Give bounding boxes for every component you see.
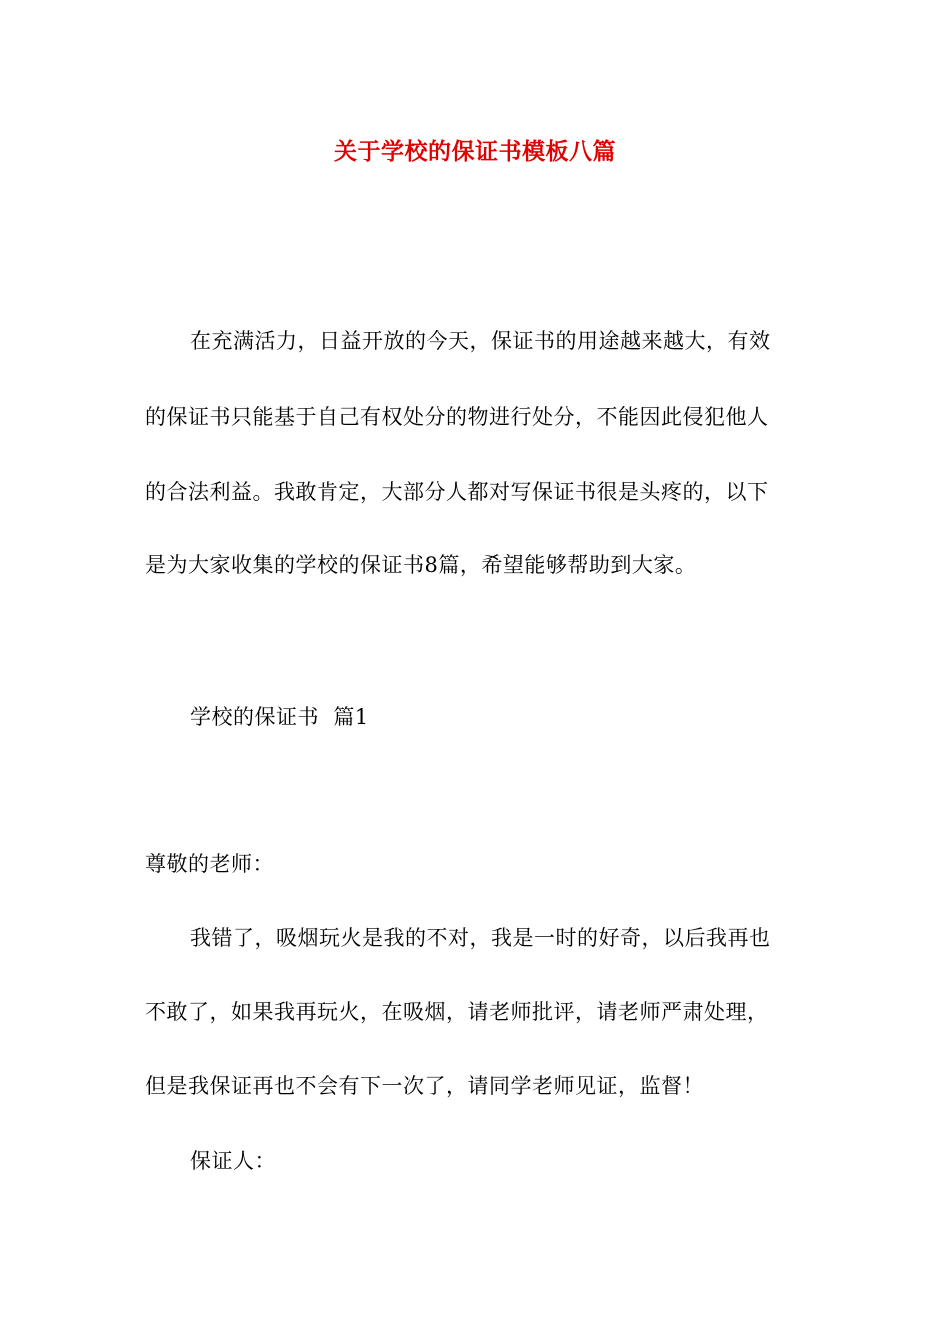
- intro-line-2: 的保证书只能基于自己有权处分的物进行处分，不能因此侵犯他人: [145, 405, 769, 429]
- body-line-1: 我错了，吸烟玩火是我的不对，我是一时的好奇，以后我再也: [190, 926, 771, 950]
- salutation: 尊敬的老师：: [145, 852, 274, 876]
- intro-line-1: 在充满活力，日益开放的今天，保证书的用途越来越大，有效: [190, 329, 771, 353]
- body-line-3: 但是我保证再也不会有下一次了，请同学老师见证，监督！: [145, 1074, 704, 1098]
- body-line-2: 不敢了，如果我再玩火，在吸烟，请老师批评，请老师严肃处理，: [145, 1000, 769, 1024]
- signature-label: 保证人：: [190, 1149, 276, 1173]
- intro-line-4: 是为大家收集的学校的保证书8篇，希望能够帮助到大家。: [145, 553, 697, 577]
- intro-line-3: 的合法利益。我敢肯定，大部分人都对写保证书很是头疼的，以下: [145, 480, 769, 504]
- document-title: 关于学校的保证书模板八篇: [334, 138, 616, 165]
- section-heading: 学校的保证书 篇1: [190, 705, 369, 729]
